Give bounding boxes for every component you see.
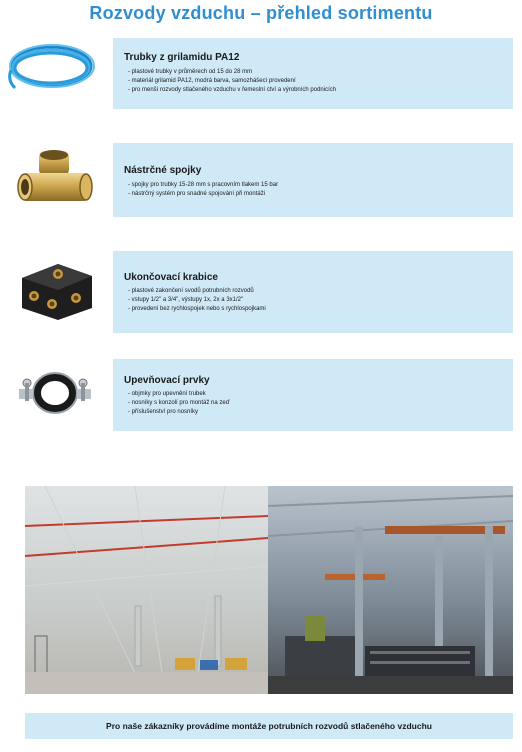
installation-photos: [25, 486, 513, 694]
brass-fitting-image: [15, 149, 95, 213]
bullet: - objmky pro upevnění trubek: [128, 390, 229, 399]
product-card-fixings: [113, 359, 513, 431]
product-title: Nástrčné spojky: [124, 165, 202, 176]
bullet: - nástrčný systém pro snadné spojování při montáži: [128, 190, 278, 199]
product-title: Ukončovací krabice: [124, 272, 218, 283]
product-title: Trubky z grilamidu PA12: [124, 52, 240, 63]
end-box-image: [18, 258, 96, 324]
footer-banner: Pro naše zákazníky provádíme montáže potrubních rozvodů stlačeného vzduchu: [25, 713, 513, 739]
bullet: - spojky pro trubky 15-28 mm s pracovním tlakem 15 bar: [128, 181, 278, 190]
bullet: - vstupy 1/2" a 3/4", výstupy 1x, 2x a 3x1/2": [128, 296, 266, 305]
bullet: - příslušenství pro nosníky: [128, 408, 229, 417]
product-bullets: [128, 390, 229, 417]
product-bullets: [128, 68, 336, 95]
bullet: - materiál grilamid PA12, modrá barva, samozhášecí provedení: [128, 77, 336, 86]
product-bullets: [128, 181, 278, 199]
bullet: - pro menší rozvody stlačeného vzduchu v řemeslní ctví a výrobních podnicích: [128, 86, 336, 95]
product-bullets: [128, 287, 266, 314]
hall-photo-left: [25, 486, 268, 694]
page-title: Rozvody vzduchu – přehled sortimentu: [89, 3, 433, 23]
bullet: - provedení bez rychlospojek nebo s rychlospojkami: [128, 305, 266, 314]
bullet: - plastové trubky v průměrech od 15 do 28 mm: [128, 68, 336, 77]
hall-photo-right: [268, 486, 513, 694]
product-card-pipes: [113, 38, 513, 109]
product-card-couplings: [113, 143, 513, 217]
bullet: - nosníky s konzolí pro montáž na zeď: [128, 399, 229, 408]
bullet: - plastové zakončení svodů potrubních rozvodů: [128, 287, 266, 296]
pipe-coil-image: [5, 36, 97, 96]
pipe-clamp-image: [17, 365, 93, 419]
product-title: Upevňovací prvky: [124, 375, 210, 386]
product-card-end-boxes: [113, 251, 513, 333]
